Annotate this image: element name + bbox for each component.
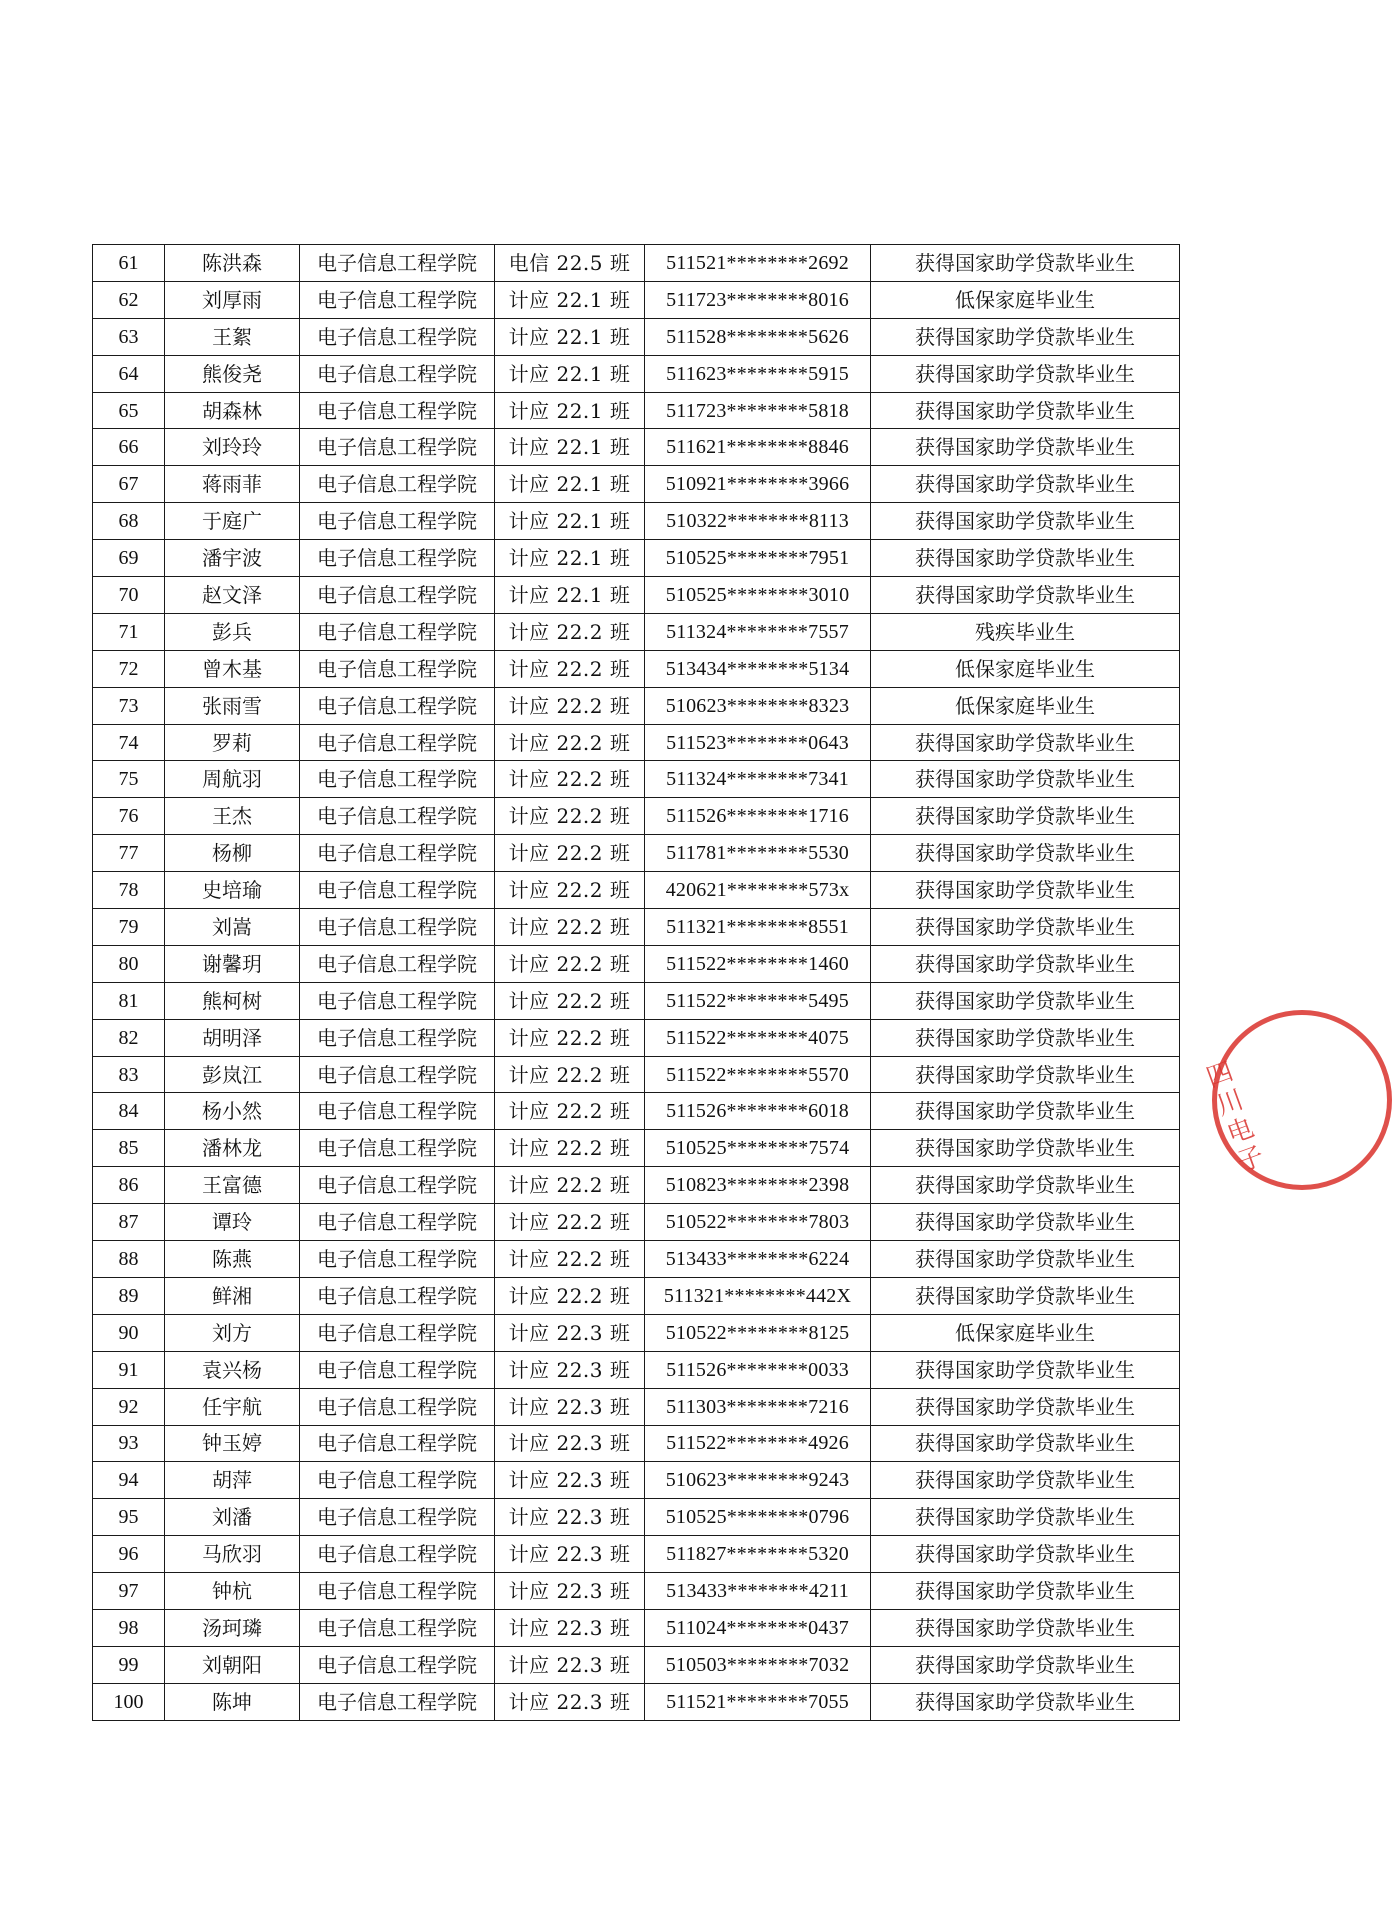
cell-number: 78 bbox=[93, 872, 165, 909]
cell-college: 电子信息工程学院 bbox=[300, 1130, 495, 1167]
cell-college: 电子信息工程学院 bbox=[300, 872, 495, 909]
cell-class: 计应 22.3 班 bbox=[495, 1609, 645, 1646]
cell-class: 计应 22.2 班 bbox=[495, 872, 645, 909]
cell-id-number: 511526********6018 bbox=[645, 1093, 871, 1130]
cell-name: 鲜湘 bbox=[165, 1277, 300, 1314]
cell-number: 66 bbox=[93, 429, 165, 466]
cell-id-number: 511623********5915 bbox=[645, 355, 871, 392]
cell-category: 获得国家助学贷款毕业生 bbox=[871, 1277, 1180, 1314]
table-row bbox=[93, 1277, 1180, 1314]
cell-id-number: 511522********4075 bbox=[645, 1019, 871, 1056]
cell-id-number: 511324********7341 bbox=[645, 761, 871, 798]
cell-id-number: 511522********4926 bbox=[645, 1425, 871, 1462]
cell-name: 陈坤 bbox=[165, 1683, 300, 1720]
cell-category: 获得国家助学贷款毕业生 bbox=[871, 540, 1180, 577]
cell-number: 93 bbox=[93, 1425, 165, 1462]
cell-id-number: 510503********7032 bbox=[645, 1646, 871, 1683]
cell-id-number: 510623********9243 bbox=[645, 1462, 871, 1499]
cell-college: 电子信息工程学院 bbox=[300, 1536, 495, 1573]
cell-college: 电子信息工程学院 bbox=[300, 245, 495, 282]
cell-class: 计应 22.2 班 bbox=[495, 982, 645, 1019]
student-table bbox=[92, 244, 1180, 1721]
cell-id-number: 510823********2398 bbox=[645, 1167, 871, 1204]
cell-college: 电子信息工程学院 bbox=[300, 1204, 495, 1241]
table-row bbox=[93, 798, 1180, 835]
cell-name: 史培瑜 bbox=[165, 872, 300, 909]
cell-name: 潘林龙 bbox=[165, 1130, 300, 1167]
cell-college: 电子信息工程学院 bbox=[300, 1019, 495, 1056]
cell-name: 钟杭 bbox=[165, 1573, 300, 1610]
table-row bbox=[93, 835, 1180, 872]
cell-id-number: 511723********5818 bbox=[645, 392, 871, 429]
table-row bbox=[93, 1536, 1180, 1573]
cell-class: 计应 22.2 班 bbox=[495, 613, 645, 650]
cell-college: 电子信息工程学院 bbox=[300, 466, 495, 503]
cell-class: 计应 22.1 班 bbox=[495, 392, 645, 429]
cell-name: 胡萍 bbox=[165, 1462, 300, 1499]
cell-name: 胡明泽 bbox=[165, 1019, 300, 1056]
cell-id-number: 511526********1716 bbox=[645, 798, 871, 835]
table-row bbox=[93, 540, 1180, 577]
cell-name: 罗莉 bbox=[165, 724, 300, 761]
cell-college: 电子信息工程学院 bbox=[300, 392, 495, 429]
cell-number: 67 bbox=[93, 466, 165, 503]
cell-id-number: 511781********5530 bbox=[645, 835, 871, 872]
cell-number: 88 bbox=[93, 1241, 165, 1278]
table-row bbox=[93, 613, 1180, 650]
cell-number: 65 bbox=[93, 392, 165, 429]
cell-number: 81 bbox=[93, 982, 165, 1019]
cell-category: 低保家庭毕业生 bbox=[871, 687, 1180, 724]
cell-category: 获得国家助学贷款毕业生 bbox=[871, 577, 1180, 614]
table-row bbox=[93, 466, 1180, 503]
cell-category: 获得国家助学贷款毕业生 bbox=[871, 1462, 1180, 1499]
cell-id-number: 510623********8323 bbox=[645, 687, 871, 724]
cell-name: 任宇航 bbox=[165, 1388, 300, 1425]
cell-name: 陈洪森 bbox=[165, 245, 300, 282]
cell-number: 74 bbox=[93, 724, 165, 761]
cell-name: 谭玲 bbox=[165, 1204, 300, 1241]
cell-college: 电子信息工程学院 bbox=[300, 945, 495, 982]
table-row bbox=[93, 1462, 1180, 1499]
cell-college: 电子信息工程学院 bbox=[300, 982, 495, 1019]
table-row bbox=[93, 872, 1180, 909]
cell-number: 84 bbox=[93, 1093, 165, 1130]
cell-class: 计应 22.1 班 bbox=[495, 281, 645, 318]
cell-number: 91 bbox=[93, 1351, 165, 1388]
table-row bbox=[93, 1314, 1180, 1351]
cell-college: 电子信息工程学院 bbox=[300, 1056, 495, 1093]
cell-class: 计应 22.1 班 bbox=[495, 355, 645, 392]
cell-name: 刘朝阳 bbox=[165, 1646, 300, 1683]
cell-name: 王富德 bbox=[165, 1167, 300, 1204]
cell-college: 电子信息工程学院 bbox=[300, 724, 495, 761]
cell-id-number: 510525********7951 bbox=[645, 540, 871, 577]
cell-class: 计应 22.2 班 bbox=[495, 798, 645, 835]
cell-name: 刘潘 bbox=[165, 1499, 300, 1536]
cell-category: 残疾毕业生 bbox=[871, 613, 1180, 650]
cell-class: 计应 22.1 班 bbox=[495, 540, 645, 577]
cell-category: 获得国家助学贷款毕业生 bbox=[871, 724, 1180, 761]
cell-class: 计应 22.3 班 bbox=[495, 1573, 645, 1610]
cell-number: 87 bbox=[93, 1204, 165, 1241]
cell-id-number: 513433********6224 bbox=[645, 1241, 871, 1278]
cell-number: 75 bbox=[93, 761, 165, 798]
cell-id-number: 510522********7803 bbox=[645, 1204, 871, 1241]
cell-number: 77 bbox=[93, 835, 165, 872]
cell-category: 获得国家助学贷款毕业生 bbox=[871, 245, 1180, 282]
cell-id-number: 511321********8551 bbox=[645, 909, 871, 946]
cell-category: 获得国家助学贷款毕业生 bbox=[871, 1351, 1180, 1388]
cell-name: 刘玲玲 bbox=[165, 429, 300, 466]
table-row bbox=[93, 1093, 1180, 1130]
cell-college: 电子信息工程学院 bbox=[300, 1462, 495, 1499]
cell-number: 76 bbox=[93, 798, 165, 835]
cell-college: 电子信息工程学院 bbox=[300, 1241, 495, 1278]
cell-category: 低保家庭毕业生 bbox=[871, 650, 1180, 687]
cell-category: 获得国家助学贷款毕业生 bbox=[871, 872, 1180, 909]
cell-number: 68 bbox=[93, 503, 165, 540]
cell-college: 电子信息工程学院 bbox=[300, 318, 495, 355]
cell-category: 获得国家助学贷款毕业生 bbox=[871, 1241, 1180, 1278]
cell-number: 98 bbox=[93, 1609, 165, 1646]
cell-id-number: 510525********3010 bbox=[645, 577, 871, 614]
cell-number: 79 bbox=[93, 909, 165, 946]
cell-class: 计应 22.1 班 bbox=[495, 466, 645, 503]
cell-class: 计应 22.2 班 bbox=[495, 1019, 645, 1056]
cell-class: 计应 22.2 班 bbox=[495, 724, 645, 761]
cell-class: 计应 22.3 班 bbox=[495, 1425, 645, 1462]
cell-class: 计应 22.2 班 bbox=[495, 1056, 645, 1093]
cell-name: 彭岚江 bbox=[165, 1056, 300, 1093]
cell-category: 获得国家助学贷款毕业生 bbox=[871, 1646, 1180, 1683]
cell-id-number: 511522********5570 bbox=[645, 1056, 871, 1093]
cell-name: 彭兵 bbox=[165, 613, 300, 650]
cell-name: 赵文泽 bbox=[165, 577, 300, 614]
cell-college: 电子信息工程学院 bbox=[300, 687, 495, 724]
table-row bbox=[93, 1425, 1180, 1462]
cell-category: 获得国家助学贷款毕业生 bbox=[871, 1093, 1180, 1130]
cell-college: 电子信息工程学院 bbox=[300, 1425, 495, 1462]
cell-id-number: 420621********573x bbox=[645, 872, 871, 909]
cell-class: 计应 22.2 班 bbox=[495, 1130, 645, 1167]
cell-category: 低保家庭毕业生 bbox=[871, 281, 1180, 318]
cell-class: 计应 22.1 班 bbox=[495, 429, 645, 466]
cell-number: 62 bbox=[93, 281, 165, 318]
table-row bbox=[93, 1241, 1180, 1278]
cell-number: 71 bbox=[93, 613, 165, 650]
cell-class: 计应 22.2 班 bbox=[495, 687, 645, 724]
cell-number: 61 bbox=[93, 245, 165, 282]
cell-id-number: 511723********8016 bbox=[645, 281, 871, 318]
cell-college: 电子信息工程学院 bbox=[300, 1609, 495, 1646]
cell-number: 70 bbox=[93, 577, 165, 614]
cell-name: 王杰 bbox=[165, 798, 300, 835]
table-row bbox=[93, 1646, 1180, 1683]
cell-name: 杨小然 bbox=[165, 1093, 300, 1130]
cell-category: 获得国家助学贷款毕业生 bbox=[871, 1130, 1180, 1167]
cell-class: 计应 22.1 班 bbox=[495, 503, 645, 540]
cell-class: 计应 22.2 班 bbox=[495, 835, 645, 872]
cell-category: 获得国家助学贷款毕业生 bbox=[871, 945, 1180, 982]
cell-name: 曾木基 bbox=[165, 650, 300, 687]
cell-name: 汤珂璘 bbox=[165, 1609, 300, 1646]
cell-category: 获得国家助学贷款毕业生 bbox=[871, 1056, 1180, 1093]
cell-class: 计应 22.2 班 bbox=[495, 1277, 645, 1314]
cell-class: 计应 22.2 班 bbox=[495, 650, 645, 687]
cell-class: 计应 22.3 班 bbox=[495, 1683, 645, 1720]
cell-category: 获得国家助学贷款毕业生 bbox=[871, 1204, 1180, 1241]
table-row bbox=[93, 429, 1180, 466]
cell-college: 电子信息工程学院 bbox=[300, 1388, 495, 1425]
seal-text: 四川电子 bbox=[1202, 1056, 1269, 1179]
cell-id-number: 511521********2692 bbox=[645, 245, 871, 282]
cell-id-number: 511522********1460 bbox=[645, 945, 871, 982]
table-row bbox=[93, 1609, 1180, 1646]
cell-class: 计应 22.3 班 bbox=[495, 1646, 645, 1683]
cell-category: 获得国家助学贷款毕业生 bbox=[871, 1536, 1180, 1573]
table-row bbox=[93, 909, 1180, 946]
cell-college: 电子信息工程学院 bbox=[300, 503, 495, 540]
cell-category: 获得国家助学贷款毕业生 bbox=[871, 909, 1180, 946]
cell-id-number: 513434********5134 bbox=[645, 650, 871, 687]
cell-category: 获得国家助学贷款毕业生 bbox=[871, 503, 1180, 540]
cell-category: 获得国家助学贷款毕业生 bbox=[871, 1425, 1180, 1462]
cell-college: 电子信息工程学院 bbox=[300, 613, 495, 650]
cell-id-number: 510322********8113 bbox=[645, 503, 871, 540]
cell-class: 计应 22.3 班 bbox=[495, 1499, 645, 1536]
cell-name: 刘厚雨 bbox=[165, 281, 300, 318]
cell-class: 计应 22.3 班 bbox=[495, 1351, 645, 1388]
cell-college: 电子信息工程学院 bbox=[300, 1683, 495, 1720]
cell-number: 69 bbox=[93, 540, 165, 577]
cell-id-number: 511521********7055 bbox=[645, 1683, 871, 1720]
cell-number: 97 bbox=[93, 1573, 165, 1610]
cell-number: 80 bbox=[93, 945, 165, 982]
table-row bbox=[93, 945, 1180, 982]
cell-category: 获得国家助学贷款毕业生 bbox=[871, 1499, 1180, 1536]
cell-category: 获得国家助学贷款毕业生 bbox=[871, 318, 1180, 355]
table-row bbox=[93, 1056, 1180, 1093]
table-row bbox=[93, 1573, 1180, 1610]
cell-name: 潘宇波 bbox=[165, 540, 300, 577]
cell-class: 计应 22.2 班 bbox=[495, 761, 645, 798]
cell-college: 电子信息工程学院 bbox=[300, 909, 495, 946]
cell-college: 电子信息工程学院 bbox=[300, 577, 495, 614]
cell-id-number: 511827********5320 bbox=[645, 1536, 871, 1573]
cell-id-number: 511321********442X bbox=[645, 1277, 871, 1314]
table-row bbox=[93, 355, 1180, 392]
cell-name: 熊柯树 bbox=[165, 982, 300, 1019]
cell-college: 电子信息工程学院 bbox=[300, 429, 495, 466]
cell-college: 电子信息工程学院 bbox=[300, 1314, 495, 1351]
cell-class: 计应 22.2 班 bbox=[495, 1204, 645, 1241]
cell-category: 获得国家助学贷款毕业生 bbox=[871, 1019, 1180, 1056]
table-row bbox=[93, 392, 1180, 429]
table-row bbox=[93, 1499, 1180, 1536]
cell-class: 计应 22.2 班 bbox=[495, 1093, 645, 1130]
cell-name: 谢馨玥 bbox=[165, 945, 300, 982]
cell-class: 计应 22.2 班 bbox=[495, 945, 645, 982]
cell-name: 钟玉婷 bbox=[165, 1425, 300, 1462]
cell-number: 94 bbox=[93, 1462, 165, 1499]
table-row bbox=[93, 281, 1180, 318]
cell-number: 64 bbox=[93, 355, 165, 392]
cell-name: 马欣羽 bbox=[165, 1536, 300, 1573]
cell-name: 袁兴杨 bbox=[165, 1351, 300, 1388]
cell-college: 电子信息工程学院 bbox=[300, 650, 495, 687]
cell-id-number: 511324********7557 bbox=[645, 613, 871, 650]
cell-class: 计应 22.2 班 bbox=[495, 1241, 645, 1278]
cell-college: 电子信息工程学院 bbox=[300, 355, 495, 392]
cell-category: 获得国家助学贷款毕业生 bbox=[871, 761, 1180, 798]
cell-name: 杨柳 bbox=[165, 835, 300, 872]
cell-category: 获得国家助学贷款毕业生 bbox=[871, 392, 1180, 429]
cell-college: 电子信息工程学院 bbox=[300, 1167, 495, 1204]
cell-category: 获得国家助学贷款毕业生 bbox=[871, 982, 1180, 1019]
cell-id-number: 511526********0033 bbox=[645, 1351, 871, 1388]
cell-class: 计应 22.3 班 bbox=[495, 1388, 645, 1425]
cell-category: 获得国家助学贷款毕业生 bbox=[871, 835, 1180, 872]
table-row bbox=[93, 650, 1180, 687]
cell-number: 72 bbox=[93, 650, 165, 687]
cell-id-number: 511621********8846 bbox=[645, 429, 871, 466]
cell-id-number: 510525********7574 bbox=[645, 1130, 871, 1167]
cell-name: 蒋雨菲 bbox=[165, 466, 300, 503]
cell-number: 99 bbox=[93, 1646, 165, 1683]
cell-id-number: 510921********3966 bbox=[645, 466, 871, 503]
cell-name: 刘嵩 bbox=[165, 909, 300, 946]
cell-id-number: 513433********4211 bbox=[645, 1573, 871, 1610]
cell-category: 获得国家助学贷款毕业生 bbox=[871, 798, 1180, 835]
table-body bbox=[93, 245, 1180, 1721]
cell-name: 胡森林 bbox=[165, 392, 300, 429]
cell-number: 73 bbox=[93, 687, 165, 724]
cell-class: 计应 22.2 班 bbox=[495, 1167, 645, 1204]
cell-number: 83 bbox=[93, 1056, 165, 1093]
cell-number: 86 bbox=[93, 1167, 165, 1204]
cell-class: 计应 22.1 班 bbox=[495, 577, 645, 614]
table-row bbox=[93, 1130, 1180, 1167]
cell-id-number: 510522********8125 bbox=[645, 1314, 871, 1351]
cell-number: 100 bbox=[93, 1683, 165, 1720]
table-row bbox=[93, 1388, 1180, 1425]
cell-college: 电子信息工程学院 bbox=[300, 540, 495, 577]
cell-name: 陈燕 bbox=[165, 1241, 300, 1278]
cell-category: 获得国家助学贷款毕业生 bbox=[871, 1573, 1180, 1610]
cell-college: 电子信息工程学院 bbox=[300, 798, 495, 835]
cell-college: 电子信息工程学院 bbox=[300, 1351, 495, 1388]
cell-name: 张雨雪 bbox=[165, 687, 300, 724]
cell-college: 电子信息工程学院 bbox=[300, 1499, 495, 1536]
table-row bbox=[93, 503, 1180, 540]
table-row bbox=[93, 1167, 1180, 1204]
table-row bbox=[93, 1351, 1180, 1388]
cell-number: 95 bbox=[93, 1499, 165, 1536]
cell-college: 电子信息工程学院 bbox=[300, 1646, 495, 1683]
table-row bbox=[93, 577, 1180, 614]
cell-name: 于庭广 bbox=[165, 503, 300, 540]
cell-id-number: 511303********7216 bbox=[645, 1388, 871, 1425]
table-row bbox=[93, 687, 1180, 724]
cell-class: 计应 22.3 班 bbox=[495, 1462, 645, 1499]
cell-number: 85 bbox=[93, 1130, 165, 1167]
cell-class: 计应 22.3 班 bbox=[495, 1314, 645, 1351]
cell-category: 获得国家助学贷款毕业生 bbox=[871, 1609, 1180, 1646]
cell-number: 92 bbox=[93, 1388, 165, 1425]
cell-id-number: 511522********5495 bbox=[645, 982, 871, 1019]
cell-name: 王絮 bbox=[165, 318, 300, 355]
cell-name: 周航羽 bbox=[165, 761, 300, 798]
cell-number: 63 bbox=[93, 318, 165, 355]
cell-class: 计应 22.1 班 bbox=[495, 318, 645, 355]
cell-category: 获得国家助学贷款毕业生 bbox=[871, 429, 1180, 466]
cell-category: 获得国家助学贷款毕业生 bbox=[871, 1683, 1180, 1720]
cell-college: 电子信息工程学院 bbox=[300, 835, 495, 872]
cell-category: 获得国家助学贷款毕业生 bbox=[871, 355, 1180, 392]
table-row bbox=[93, 1204, 1180, 1241]
cell-college: 电子信息工程学院 bbox=[300, 761, 495, 798]
table-row bbox=[93, 245, 1180, 282]
cell-id-number: 511528********5626 bbox=[645, 318, 871, 355]
cell-id-number: 511523********0643 bbox=[645, 724, 871, 761]
table-row bbox=[93, 318, 1180, 355]
cell-number: 90 bbox=[93, 1314, 165, 1351]
cell-id-number: 511024********0437 bbox=[645, 1609, 871, 1646]
cell-id-number: 510525********0796 bbox=[645, 1499, 871, 1536]
table-row bbox=[93, 982, 1180, 1019]
cell-class: 电信 22.5 班 bbox=[495, 245, 645, 282]
cell-name: 刘方 bbox=[165, 1314, 300, 1351]
cell-college: 电子信息工程学院 bbox=[300, 1573, 495, 1610]
cell-number: 96 bbox=[93, 1536, 165, 1573]
cell-number: 89 bbox=[93, 1277, 165, 1314]
cell-category: 获得国家助学贷款毕业生 bbox=[871, 466, 1180, 503]
cell-name: 熊俊尧 bbox=[165, 355, 300, 392]
cell-number: 82 bbox=[93, 1019, 165, 1056]
table-row bbox=[93, 1019, 1180, 1056]
table-row bbox=[93, 1683, 1180, 1720]
table-row bbox=[93, 761, 1180, 798]
cell-class: 计应 22.2 班 bbox=[495, 909, 645, 946]
cell-college: 电子信息工程学院 bbox=[300, 1093, 495, 1130]
cell-class: 计应 22.3 班 bbox=[495, 1536, 645, 1573]
student-list-sheet bbox=[92, 244, 1179, 1721]
cell-college: 电子信息工程学院 bbox=[300, 281, 495, 318]
cell-college: 电子信息工程学院 bbox=[300, 1277, 495, 1314]
cell-category: 低保家庭毕业生 bbox=[871, 1314, 1180, 1351]
cell-category: 获得国家助学贷款毕业生 bbox=[871, 1167, 1180, 1204]
table-row bbox=[93, 724, 1180, 761]
cell-category: 获得国家助学贷款毕业生 bbox=[871, 1388, 1180, 1425]
